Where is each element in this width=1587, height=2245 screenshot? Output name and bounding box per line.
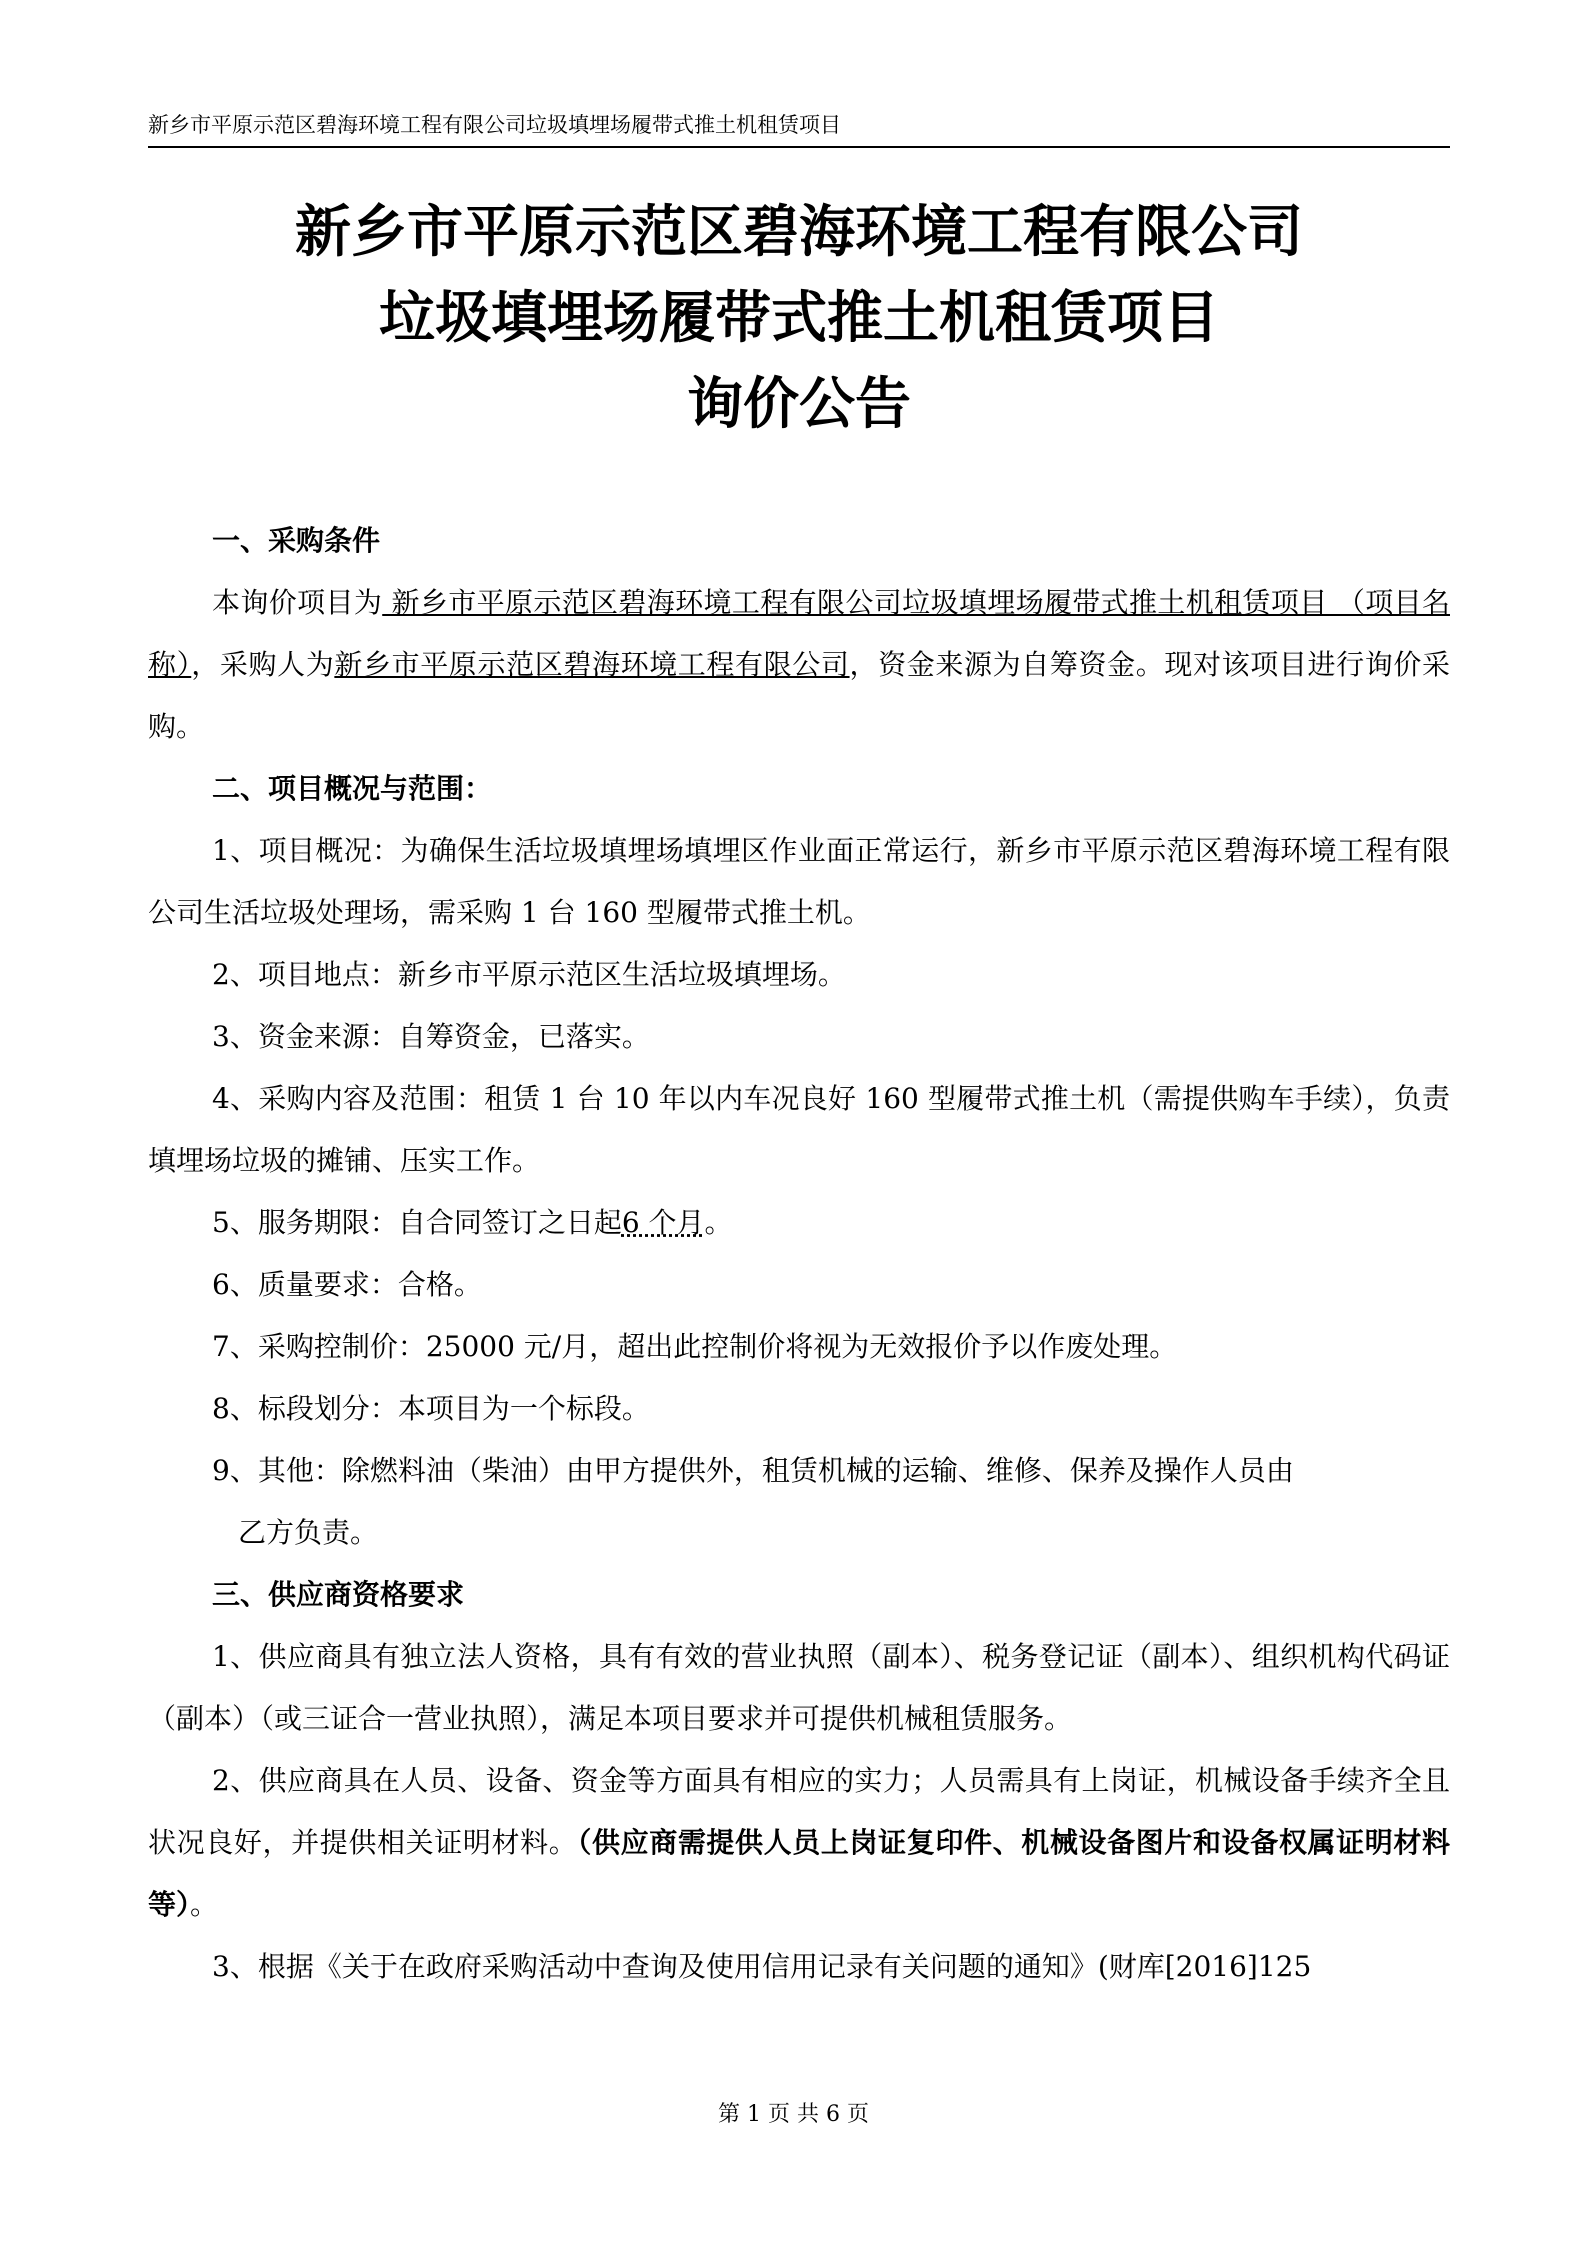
section-3-item-2-end: 。 bbox=[190, 1888, 219, 1921]
section-2-item-3: 3、资金来源：自筹资金，已落实。 bbox=[212, 1020, 650, 1053]
section-1-text-b: ，采购人为 bbox=[191, 648, 335, 681]
section-2-heading: 二、项目概况与范围： bbox=[212, 772, 493, 805]
document-body bbox=[148, 510, 1450, 1998]
project-name: 新乡市平原示范区碧海环境工程有限公司垃圾填埋场履带式推土机租赁项目 （项目名称） bbox=[148, 586, 1450, 681]
running-header: 新乡市平原示范区碧海环境工程有限公司垃圾填埋场履带式推土机租赁项目 bbox=[148, 113, 841, 137]
section-2-item-7: 7、采购控制价：25000 元/月，超出此控制价将视为无效报价予以作废处理。 bbox=[212, 1330, 1178, 1363]
title-line-1: 新乡市平原示范区碧海环境工程有限公司 bbox=[295, 200, 1303, 265]
title-line-2: 垃圾填埋场履带式推土机租赁项目 bbox=[379, 286, 1219, 351]
section-2-item-8: 8、标段划分：本项目为一个标段。 bbox=[212, 1392, 650, 1425]
section-3-item-2 bbox=[148, 1750, 1450, 1936]
section-3-item-3: 3、根据《关于在政府采购活动中查询及使用信用记录有关问题的通知》(财库[2016]125 bbox=[212, 1950, 1312, 1983]
section-1-heading: 一、采购条件 bbox=[212, 524, 381, 557]
document-title bbox=[148, 190, 1450, 448]
section-1-text-c: ，资金来源为自筹资金。现对该项目进行询价采购。 bbox=[148, 648, 1450, 743]
title-line-3: 询价公告 bbox=[687, 372, 911, 437]
section-2-item-9: 9、其他：除燃料油（柴油）由甲方提供外，租赁机械的运输、维修、保养及操作人员由 bbox=[212, 1454, 1294, 1487]
section-2-item-2: 2、项目地点：新乡市平原示范区生活垃圾填埋场。 bbox=[212, 958, 846, 991]
service-period-end: 。 bbox=[704, 1206, 733, 1239]
section-3-item-2-bold: （供应商需提供人员上岗证复印件、机械设备图片和设备权属证明材料等） bbox=[148, 1826, 1450, 1921]
header-rule bbox=[148, 146, 1450, 148]
page-number: 第 1 页 共 6 页 bbox=[718, 2102, 869, 2127]
section-1-paragraph bbox=[148, 572, 1450, 758]
section-2-item-6: 6、质量要求：合格。 bbox=[212, 1268, 482, 1301]
section-2-item-9-continued: 乙方负责。 bbox=[238, 1516, 379, 1549]
section-1-text-a: 本询价项目为 bbox=[212, 586, 383, 619]
section-2-item-5 bbox=[148, 1192, 1450, 1254]
service-period-value: 6 个月 bbox=[621, 1206, 705, 1239]
section-3-item-2-text: 2、供应商具在人员、设备、资金等方面具有相应的实力；人员需具有上岗证，机械设备手续齐全且状况良好，并提供相关证明材料。 bbox=[148, 1764, 1450, 1859]
section-3-heading: 三、供应商资格要求 bbox=[212, 1578, 465, 1611]
purchaser-name: 新乡市平原示范区碧海环境工程有限公司 bbox=[334, 648, 850, 681]
section-2-item-4: 4、采购内容及范围：租赁 1 台 10 年以内车况良好 160 型履带式推土机（需提供购车手续），负责填埋场垃圾的摊铺、压实工作。 bbox=[148, 1082, 1450, 1177]
service-period-label: 5、服务期限：自合同签订之日起 bbox=[212, 1206, 622, 1239]
section-3-item-1: 1、供应商具有独立法人资格，具有有效的营业执照（副本）、税务登记证（副本）、组织机构代码证（副本）（或三证合一营业执照），满足本项目要求并可提供机械租赁服务。 bbox=[148, 1640, 1450, 1735]
section-2-item-1: 1、项目概况：为确保生活垃圾填埋场填埋区作业面正常运行，新乡市平原示范区碧海环境工程有限公司生活垃圾处理场，需采购 1 台 160 型履带式推土机。 bbox=[148, 834, 1450, 929]
